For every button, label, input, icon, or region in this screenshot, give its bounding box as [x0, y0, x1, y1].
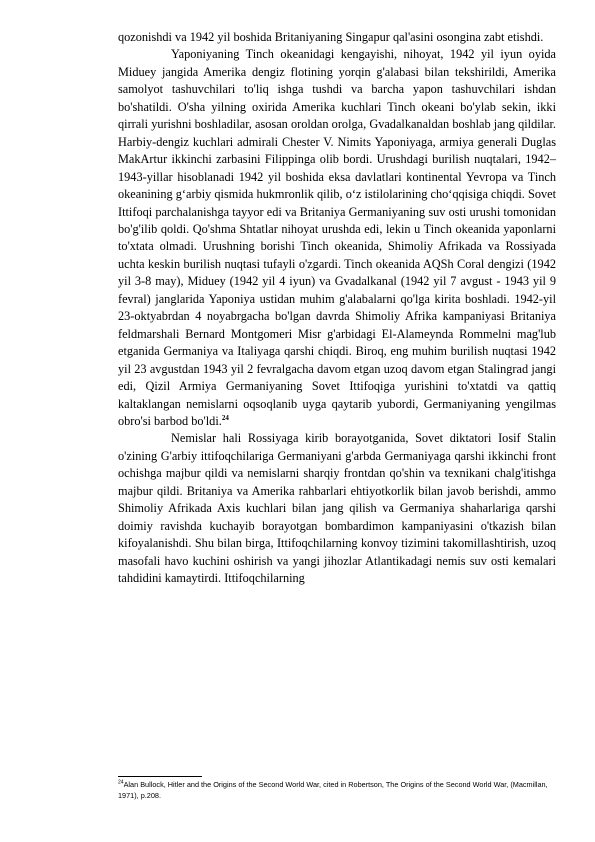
footnote-number: 24	[118, 779, 124, 786]
paragraph-1-text: qozonishdi va 1942 yil boshida Britaniyaning Singapur qal'asini osongina zabt etishdi.	[118, 30, 544, 44]
paragraph-2-text: Yaponiyaning Tinch okeanidagi kengayishi, nihoyat, 1942 yil iyun oyida Miduey jangida Amerika dengiz flotining yorqin g'alabasi bilan tekshirildi, Amerika samolyot tashuvchilari to'liq ishga tushdi va barcha yapon tashuvchilari ishdan bo'shatildi. O'sha yilning oxirida Amerika kuchlari Tinch okeani bo'ylab sekin, ikki qirrali yurishni boshladilar, asosan oroldan orolga, Gvadalkanaldan boshlab jang qildilar. Harbiy-dengiz kuchlari admirali Chester V. Nimits Yaponiyaga, armiya generali Duglas MakArtur ikkinchi zarbasini Filippinga olib bordi. Urushdagi burilish nuqtalari, 1942–1943-yillar hisoblanadi 1942 yil boshida eksa davlatlari kontinental Yevropa va Tinch okeanining g‘arbiy qismida hukmronlik qilib, o‘z istilolarining cho‘qqisiga chiqdi. Sovet Ittifoqi parchalanishga tayyor edi va Britaniya Germaniyaning suv osti urushi tomonidan bo'g'ilib qoldi. Qo'shma Shtatlar nihoyat urushda edi, lekin u Tinch okeanida yaponlarni to'xtata olmadi. Urushning borishi Tinch okeanida, Shimoliy Afrikada va Rossiyada uchta keskin burilish nuqtasi tufayli o'zgardi. Tinch okeanida AQSh Coral dengizi (1942 yil 3-8 may), Miduey (1942 yil 4 iyun) va Gvadalkanal (1942 yil 7 avgust - 1943 yil 9 fevral) janglarida Yaponiya ustidan muhim g'alabalarni qo'lga kirita boshladi. 1942-yil 23-oktyabrdan 4 noyabrgacha bo'lgan davrda Shimoliy Afrika kampaniyasi Britaniya feldmarshali Bernard Montgomeri Misr g'arbidagi El-Alameynda Rommelni mag'lub etganida Germaniya va Italiyaga qarshi chiqdi. Biroq, eng muhim burilish nuqtasi 1942 yil 23 avgustdan 1943 yil 2 fevralgacha davom etgan uzoq davom etgan Stalingrad jangi edi, Qizil Armiya Germaniyaning Sovet Ittifoqiga yurishini to'xtatdi va qattiq kaltaklangan nemislarni oqsoqlanib uyga qaytarib yubordi, Germaniyaning yengilmas obro'si barbod bo'ldi.	[118, 47, 556, 428]
main-text	[118, 29, 556, 588]
footnote-reference[interactable]: 24	[221, 413, 229, 422]
footnote	[118, 779, 558, 801]
paragraph-3-text: Nemislar hali Rossiyaga kirib borayotganida, Sovet diktatori Iosif Stalin o'zining G'arbiy ittifoqchilariga Germaniyani g'arbda Germaniyaga qarshi ikkinchi front ochishga majbur qildi va nemislarni sharqiy frontdan qo'shin va texnikani chalg'itishga majbur qildi. Britaniya va Amerika rahbarlari ehtiyotkorlik bilan javob berishdi, ammo Shimoliy Afrikada Axis kuchlari bilan jang qilish va Germaniya shaharlariga qarshi doimiy ravishda kuchayib borayotgan bombardimon kampaniyasini o'tkazish bilan kifoyalanishdi. Shu bilan birga, Ittifoqchilarning konvoy tizimini takomillashtirish, uzoq masofali havo kuchini oshirish va yangi jihozlar Atlantikadagi nemis suv osti kemalari tahdidini kamaytirdi. Ittifoqchilarning	[118, 431, 556, 586]
paragraph-1	[118, 29, 556, 46]
paragraph-2	[118, 46, 556, 430]
footnote-separator	[118, 776, 202, 777]
paragraph-3	[118, 430, 556, 587]
footnote-text: Alan Bullock, Hitler and the Origins of the Second World War, cited in Robertson, The Origins of the Second World War, (Macmillan, 1971), p.208.	[118, 780, 548, 800]
